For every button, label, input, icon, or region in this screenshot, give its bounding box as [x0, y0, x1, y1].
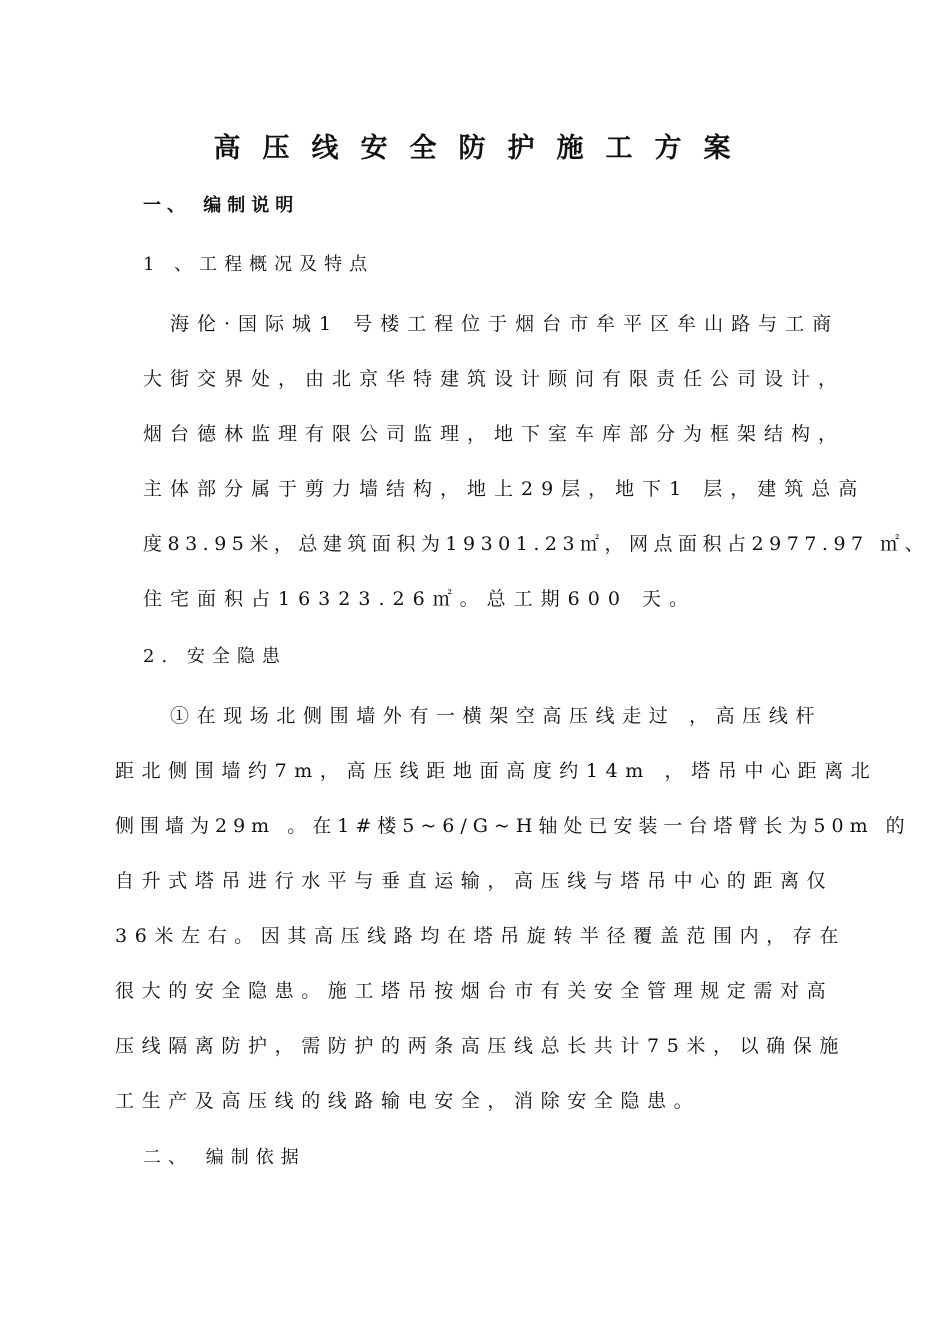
paragraph-line: 自升式塔吊进行水平与垂直运输，高压线与塔吊中心的距离仅 [115, 870, 834, 892]
paragraph-line: 度83.95米，总建筑面积为19301.23㎡，网点面积占2977.97 ㎡、 [143, 533, 930, 555]
paragraph-line: 侧围墙为29m 。在1#楼5~6/G~H轴处已安装一台塔臂长为50m 的 [115, 815, 911, 837]
paragraph-line: 住宅面积占16323.26㎡。总工期600 天。 [143, 588, 696, 610]
paragraph-line: 工生产及高压线的线路输电安全，消除安全隐患。 [115, 1090, 701, 1112]
paragraph-line: 36米左右。因其高压线路均在塔吊旋转半径覆盖范围内，存在 [115, 925, 846, 947]
paragraph-line: ①在现场北侧围墙外有一横架空高压线走过 ，高压线杆 [170, 705, 823, 727]
paragraph-line: 海伦·国际城1 号楼工程位于烟台市牟平区牟山路与工商 [170, 313, 840, 335]
section-heading-1: 一、 编制说明 [143, 195, 300, 216]
paragraph-line: 主体部分属于剪力墙结构，地上29层，地下1 层，建筑总高 [143, 478, 866, 500]
paragraph-line: 大街交界处，由北京华特建筑设计顾问有限责任公司设计， [143, 368, 846, 390]
subsection-heading-1: 1 、工程概况及特点 [143, 254, 375, 275]
paragraph-line: 距北侧围墙约7m，高压线距地面高度约14m ，塔吊中心距离北 [115, 760, 878, 782]
section-heading-2: 二、 编制依据 [143, 1147, 306, 1168]
paragraph-line: 很大的安全隐患。施工塔吊按烟台市有关安全管理规定需对高 [115, 980, 834, 1002]
paragraph-line: 烟台德林监理有限公司监理，地下室车库部分为框架结构， [143, 423, 846, 445]
subsection-heading-2: 2. 安全隐患 [143, 646, 287, 667]
paragraph-line: 压线隔离防护，需防护的两条高压线总长共计75米，以确保施 [115, 1035, 846, 1057]
document-title: 高压线安全防护施工方案 [213, 133, 753, 164]
